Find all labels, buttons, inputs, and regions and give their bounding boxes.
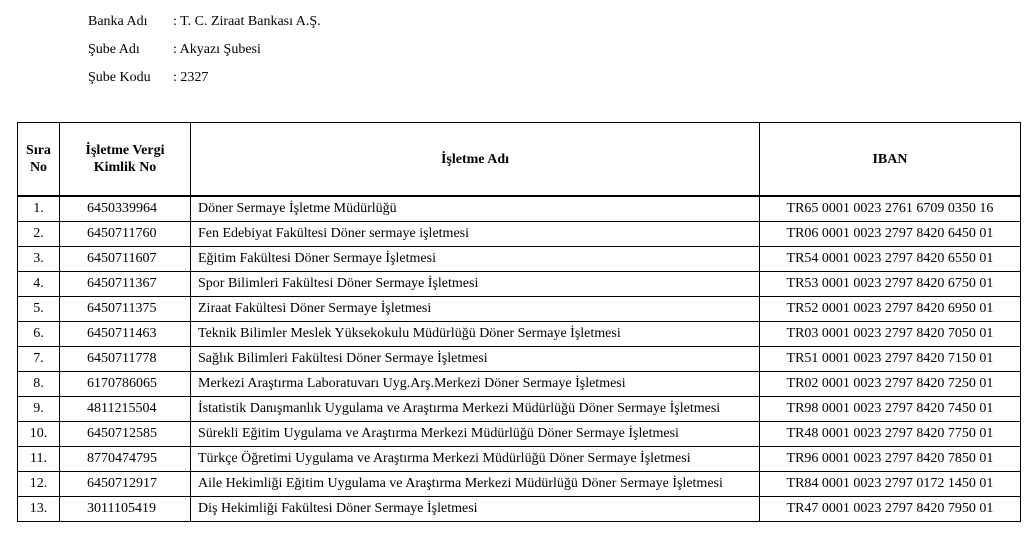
cell-iban: TR96 0001 0023 2797 8420 7850 01 [760,447,1021,472]
branch-code-value: : 2327 [173,70,209,85]
header-iban: IBAN [760,123,1021,196]
bank-info [88,8,321,92]
cell-no: 9. [18,397,60,422]
table-row [18,247,1021,272]
cell-name: Merkezi Araştırma Laboratuvarı Uyg.Arş.Merkezi Döner Sermaye İşletmesi [191,372,760,397]
cell-iban: TR47 0001 0023 2797 8420 7950 01 [760,497,1021,522]
cell-name: Teknik Bilimler Meslek Yüksekokulu Müdürlüğü Döner Sermaye İşletmesi [191,322,760,347]
table-row [18,222,1021,247]
table-header-row [18,123,1021,196]
cell-vkn: 6450711367 [60,272,191,297]
cell-name: Eğitim Fakültesi Döner Sermaye İşletmesi [191,247,760,272]
table-row [18,197,1021,222]
cell-no: 7. [18,347,60,372]
table-row [18,372,1021,397]
table-row [18,422,1021,447]
cell-iban: TR03 0001 0023 2797 8420 7050 01 [760,322,1021,347]
cell-vkn: 6170786065 [60,372,191,397]
cell-vkn: 3011105419 [60,497,191,522]
bank-name-row [88,8,321,36]
table-row [18,297,1021,322]
cell-no: 3. [18,247,60,272]
cell-iban: TR48 0001 0023 2797 8420 7750 01 [760,422,1021,447]
cell-iban: TR06 0001 0023 2797 8420 6450 01 [760,222,1021,247]
cell-no: 8. [18,372,60,397]
cell-vkn: 8770474795 [60,447,191,472]
branch-name-label: Şube Adı [88,42,140,57]
cell-vkn: 6450711463 [60,322,191,347]
branch-name-row [88,36,321,64]
table-row [18,472,1021,497]
cell-iban: TR52 0001 0023 2797 8420 6950 01 [760,297,1021,322]
cell-no: 11. [18,447,60,472]
branch-name-value: : Akyazı Şubesi [173,42,261,57]
iban-table [17,122,1021,522]
cell-no: 5. [18,297,60,322]
cell-vkn: 4811215504 [60,397,191,422]
bank-name-value: : T. C. Ziraat Bankası A.Ş. [173,14,321,29]
table-row [18,497,1021,522]
cell-name: Döner Sermaye İşletme Müdürlüğü [191,197,760,222]
cell-name: Sağlık Bilimleri Fakültesi Döner Sermaye İşletmesi [191,347,760,372]
cell-no: 13. [18,497,60,522]
header-vkn: İşletme Vergi Kimlik No [60,123,191,196]
cell-iban: TR65 0001 0023 2761 6709 0350 16 [760,197,1021,222]
cell-iban: TR54 0001 0023 2797 8420 6550 01 [760,247,1021,272]
branch-code-row [88,64,321,92]
cell-iban: TR98 0001 0023 2797 8420 7450 01 [760,397,1021,422]
cell-name: Spor Bilimleri Fakültesi Döner Sermaye İşletmesi [191,272,760,297]
table-row [18,447,1021,472]
table-row [18,272,1021,297]
branch-code-label: Şube Kodu [88,70,151,85]
header-name: İşletme Adı [191,123,760,196]
cell-name: Aile Hekimliği Eğitim Uygulama ve Araştırma Merkezi Müdürlüğü Döner Sermaye İşletmesi [191,472,760,497]
cell-name: Ziraat Fakültesi Döner Sermaye İşletmesi [191,297,760,322]
table-row [18,322,1021,347]
cell-no: 10. [18,422,60,447]
cell-vkn: 6450711375 [60,297,191,322]
cell-vkn: 6450711760 [60,222,191,247]
header-no: Sıra No [18,123,60,196]
cell-vkn: 6450712585 [60,422,191,447]
cell-no: 6. [18,322,60,347]
cell-name: Fen Edebiyat Fakültesi Döner sermaye işletmesi [191,222,760,247]
cell-iban: TR51 0001 0023 2797 8420 7150 01 [760,347,1021,372]
cell-name: İstatistik Danışmanlık Uygulama ve Araştırma Merkezi Müdürlüğü Döner Sermaye İşletmesi [191,397,760,422]
bank-name-label: Banka Adı [88,14,148,29]
cell-iban: TR84 0001 0023 2797 0172 1450 01 [760,472,1021,497]
cell-name: Sürekli Eğitim Uygulama ve Araştırma Merkezi Müdürlüğü Döner Sermaye İşletmesi [191,422,760,447]
cell-no: 12. [18,472,60,497]
table-row [18,397,1021,422]
cell-no: 1. [18,197,60,222]
cell-no: 4. [18,272,60,297]
cell-no: 2. [18,222,60,247]
cell-iban: TR02 0001 0023 2797 8420 7250 01 [760,372,1021,397]
cell-iban: TR53 0001 0023 2797 8420 6750 01 [760,272,1021,297]
cell-name: Diş Hekimliği Fakültesi Döner Sermaye İşletmesi [191,497,760,522]
cell-vkn: 6450711607 [60,247,191,272]
cell-vkn: 6450711778 [60,347,191,372]
cell-name: Türkçe Öğretimi Uygulama ve Araştırma Merkezi Müdürlüğü Döner Sermaye İşletmesi [191,447,760,472]
cell-vkn: 6450339964 [60,197,191,222]
cell-vkn: 6450712917 [60,472,191,497]
table-row [18,347,1021,372]
